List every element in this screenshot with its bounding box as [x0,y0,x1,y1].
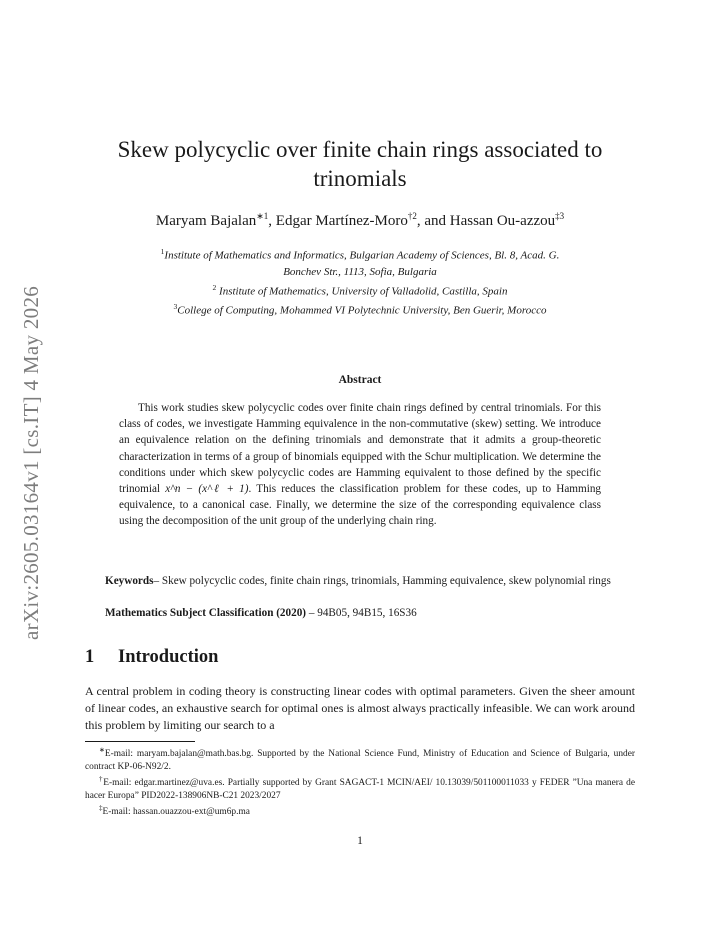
author-3: Ou-azzou [496,213,556,229]
msc-classification [105,607,417,619]
footnote-2-mark: † [99,775,104,783]
author-1-mark: ∗1 [256,211,269,221]
author-list [70,211,650,230]
keywords-label: Keywords [105,575,154,587]
footnote-1-mark: ∗ [99,746,105,754]
footnote-2-text: E-mail: edgar.martinez@uva.es. Partially supported by Grant SAGACT-1 MCIN/AEI/ 10.13039/501100011033 y FEDER ”Una manera de hacer Europa” PID2022-138906NB-C21 2023/2027 [85,778,635,802]
affiliation-2-mark: 2 [212,282,217,292]
paper-title [90,135,630,193]
affiliation-3-mark: 3 [173,302,178,312]
footnote-rule [85,741,195,742]
abstract-text [119,400,601,530]
affiliation-1-line-1: Institute of Mathematics and Informatics, Bulgarian Academy of Sciences, Bl. 8, Acad. G. [164,249,560,262]
title-line-1: Skew polycyclic over finite chain rings associated to [117,137,603,162]
footnote-1-text: E-mail: maryam.bajalan@math.bas.bg. Supported by the National Science Fund, Ministry of Education and Science of Bulgaria, under contract KP-06-N92/2. [85,749,635,773]
section-number: 1 [85,647,95,667]
affiliation-2-text: Institute of Mathematics, University of Valladolid, Castilla, Spain [219,285,508,298]
intro-paragraph: A central problem in coding theory is constructing linear codes with optimal parameters. Given the sheer amount of linear codes, an exhaustive search for optimal ones is almost always practically infeasible. We can work around this problem by limiting our search to a [85,684,635,732]
author-separator: , Edgar [268,213,316,229]
abstract-part-2: . This reduces the classification problem for these codes, up to Hamming equivalence, to a canonical case. Finally, we determine the size of the corresponding equivalence class using the decomposition of the unit group of the underlying chain ring. [119,483,602,528]
footnote-3 [85,802,635,819]
footnote-2 [85,773,635,803]
author-3-mark: ‡3 [555,211,565,221]
affiliation-2 [95,280,625,300]
affiliation-3 [95,299,625,319]
affiliation-1 [95,244,625,264]
section-heading [85,647,218,668]
author-1: Maryam Bajalan [155,213,257,229]
affiliations [95,244,625,319]
author-2-mark: †2 [407,211,417,221]
msc-text: – 94B05, 94B15, 16S36 [306,607,417,619]
page-number: 1 [357,835,363,847]
footnote-3-text: E-mail: hassan.ouazzou-ext@um6p.ma [102,807,250,818]
arxiv-identifier: arXiv:2605.03164v1 [cs.IT] 4 May 2026 [19,285,43,640]
footnote-3-mark: ‡ [99,804,103,812]
msc-label: Mathematics Subject Classification (2020) [105,607,307,619]
author-2: Martínez-Moro [315,213,408,229]
section-title: Introduction [118,647,219,667]
author-separator: , and Hassan [416,213,497,229]
title-line-2: trinomials [313,166,407,191]
affiliation-1-mark: 1 [160,247,165,256]
affiliation-1-line-2: Bonchev Str., 1113, Sofia, Bulgaria [283,265,437,278]
affiliation-3-text: College of Computing, Mohammed VI Polytechnic University, Ben Guerir, Morocco [177,304,547,317]
abstract-heading: Abstract [338,374,382,386]
keywords [85,573,635,589]
abstract-formula: x^n − (x^ℓ + 1) [165,483,249,496]
abstract-part-1: This work studies skew polycyclic codes over finite chain rings defined by central trinomials. For this class of codes, we investigate Hamming equivalence in the non-commutative (skew) setting. We introduce an equivalence relation on the defining trinomials and demonstrate that it admits a group-theoretic characterization in terms of a group of binomials equipped with the Schur multiplication. We determine the conditions under which skew polycyclic codes are Hamming equivalent to those defined by the specific trinomial [119,402,601,496]
keywords-text: – Skew polycyclic codes, finite chain rings, trinomials, Hamming equivalence, skew polynomial rings [153,575,611,587]
footnote-1 [85,744,635,774]
